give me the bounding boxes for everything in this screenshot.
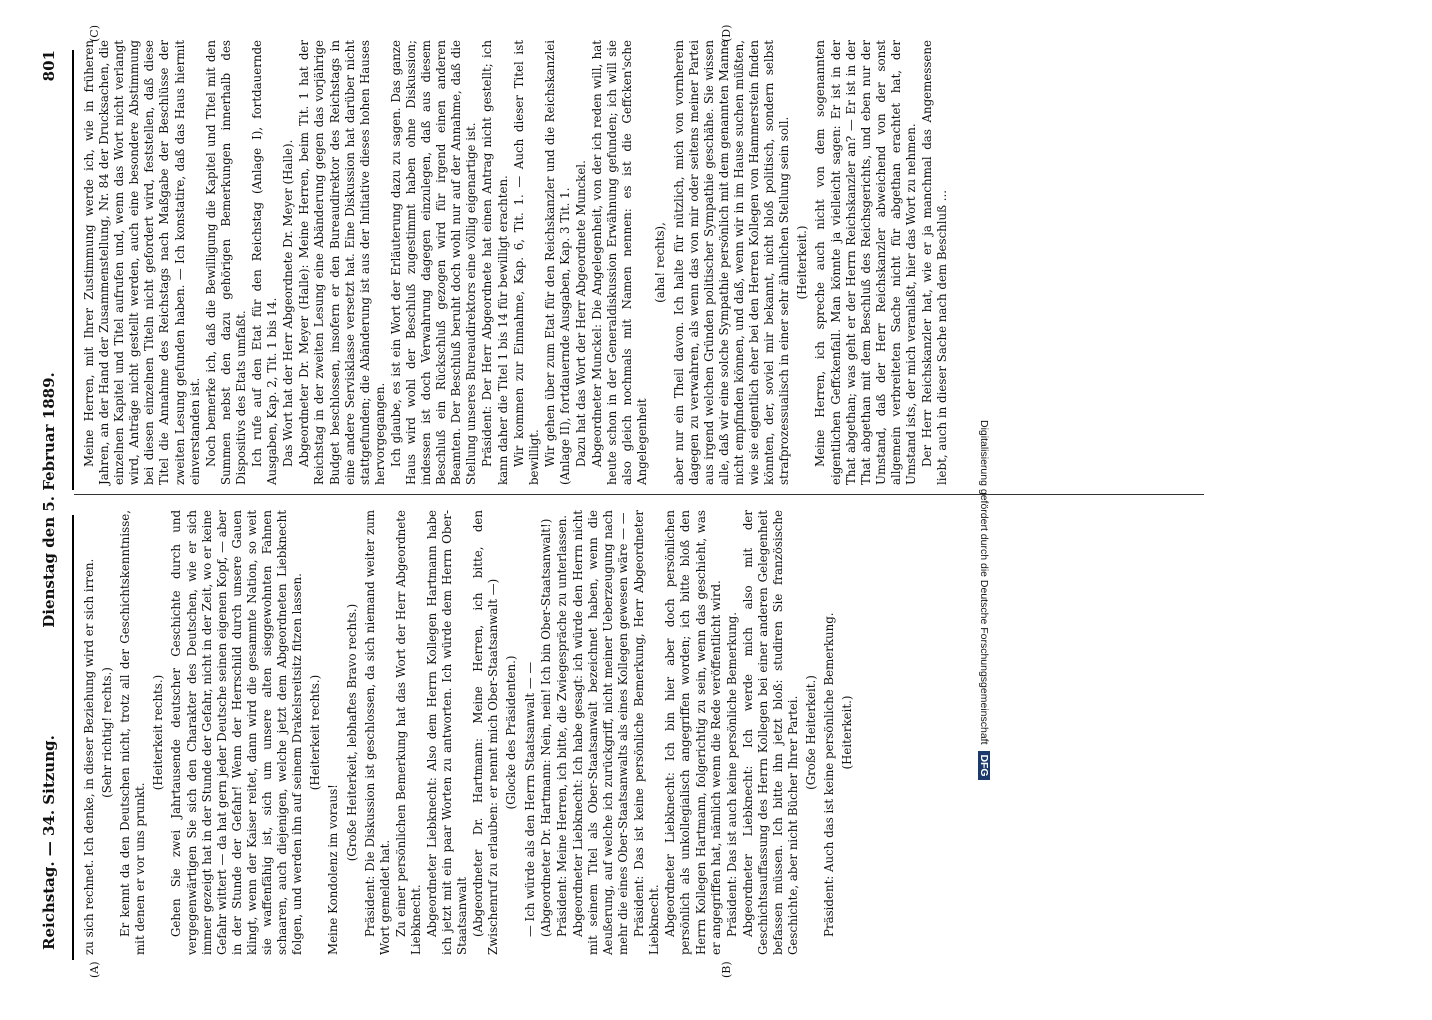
- margin-letter-c: (C): [88, 25, 101, 42]
- header-rule-left: [72, 515, 74, 960]
- paragraph: Noch bemerke ich, daß die Bewilligung die Kapitel und Titel mit den Summen nebst den dazu gehörigen Bemerkungen innerhalb des Dispositivs des Etats umfaßt.: [203, 40, 248, 485]
- page-number: 801: [40, 50, 58, 82]
- paragraph: — Ich würde als den Herrn Staatsanwalt — —: [522, 661, 537, 937]
- paragraph: (Heiterkeit.): [840, 695, 855, 770]
- paragraph: (aha! rechts),: [653, 222, 668, 303]
- paragraph: Das Wort hat der Herr Abgeordnete Dr. Meyer (Halle).: [281, 139, 296, 467]
- paragraph: Wir gehen über zum Etat für den Reichskanzler und die Reichskanzlei (Anlage II), fortdauernde Ausgaben, Kap. 3 Tit. 1.: [542, 40, 572, 485]
- column-divider: [74, 494, 1204, 495]
- paragraph: Präsident: Der Herr Abgeordnete hat einen Antrag nicht gestellt; ich kann daher die Titel 1 bis 14 für bewilligt erachten.: [480, 40, 510, 485]
- digitization-credit: [978, 420, 990, 1020]
- paragraph: Abgeordneter Munckel: Die Angelegenheit, von der ich reden will, hat heute schon in der Generaldiskussion Erwähnung gefunden; ich will sie also gleich nochmals mit Namen nennen: es ist die Geffcken'sche Angelegenheit: [590, 40, 650, 485]
- paragraph: (Abgeordneter Dr. Hartmann: Meine Herren, ich bitte, den Zwischenruf zu erlauben: er nennt mich Ober-Staatsanwalt —): [471, 510, 501, 955]
- paragraph: Abgeordneter Liebknecht: Ich bin hier aber doch persönlichen persönlich als unkollegialisch angegriffen worden; ich bitte bloß den Herrn Kollegen Hartmann, folgerichtig zu sein, wenn das geschieht, was er angegriffen hat, nämlich wenn die Rede veröffentlicht wird.: [663, 510, 723, 955]
- paragraph: Abgeordneter Liebknecht: Ich werde mich also mit der Geschichtsauffassung des Herrn Kollegen bei einer anderen Gelegenheit befassen müssen. Ich bitte ihn jetzt bloß: studiren Sie französische Geschichte, aber nicht Bücher Ihrer Partei.: [740, 510, 801, 955]
- paragraph: Präsident: Die Diskussion ist geschlossen, da sich niemand weiter zum Wort gemeldet hat.: [362, 510, 392, 955]
- header-center: Dienstag den 5. Februar 1889.: [40, 372, 58, 628]
- right-text-column: [82, 40, 951, 485]
- paragraph: Präsident: Das ist keine persönliche Bemerkung, Herr Abgeordneter Liebknecht.: [632, 510, 662, 955]
- paragraph: Dazu hat das Wort der Herr Abgeordnete Munckel.: [574, 160, 588, 467]
- paragraph: Der Herr Reichskanzler hat, wie er ja manchmal das Angemessene liebt, auch in dieser Sache nach dem Beschluß ...: [920, 40, 950, 485]
- left-text-column: [82, 510, 859, 955]
- paragraph: (Sehr richtig! rechts.): [100, 667, 115, 798]
- credit-text: Digitalisierung gefördert durch die Deutsche Forschungsgemeinschaft: [978, 420, 990, 745]
- paragraph: aber nur ein Theil davon. Ich halte für nützlich, mich von vornherein dagegen zu verwahren, als wenn das von mir oder seitens meiner Partei aus irgend welchen Gründen politischer Sympathie geschähe. Sie wissen alle, daß wir eine solche Sympathie persönlich mit dem genannten Manne nicht empfinden können, und daß, wenn wir in im Hause suchen müßten, wie sie eigentlich eher bei den Herren Kollegen von Hammerstein finden könnten, der, soviel mir bekannt, nicht bloß politisch, sondern selbst strafprozessualisch in einer sehr ähnlichen Stellung sein soll.: [671, 40, 792, 485]
- paragraph: Präsident: Auch das ist keine persönliche Bemerkung.: [822, 612, 837, 937]
- margin-letter-b: (B): [720, 961, 733, 978]
- paragraph: (Abgeordneter Dr. Hartmann: Nein, nein! Ich bin Ober-Staatsanwalt!): [538, 518, 553, 937]
- paragraph: (Heiterkeit.): [795, 225, 810, 300]
- paragraph: zu sich rechnet. Ich denke, in dieser Beziehung wird er sich irren.: [82, 558, 96, 955]
- paragraph: Zu einer persönlichen Bemerkung hat das Wort der Herr Abgeordnete Liebknecht.: [393, 510, 423, 955]
- header-rule-right: [72, 50, 74, 490]
- margin-letter-d: (D): [720, 24, 733, 42]
- paragraph: Präsident: Das ist auch keine persönliche Bemerkung.: [724, 612, 739, 937]
- paragraph: Präsident: Meine Herren, ich bitte, die Zwiegespräche zu unterlassen.: [554, 514, 569, 937]
- paragraph: Wir kommen zur Einnahme, Kap. 6, Tit. 1. — Auch dieser Titel ist bewilligt.: [511, 40, 541, 485]
- page-header: [40, 50, 70, 950]
- dfg-badge: DFG: [978, 751, 990, 779]
- header-left: Reichstag. — 34. Sitzung.: [40, 735, 58, 950]
- paragraph: Ich glaube, es ist ein Wort der Erläuterung dazu zu sagen. Das ganze Haus wird wohl der Beschluß zugestimmt haben ohne Diskussion; indessen ist doch Verwahrung dagegen einzulegen, daß aus diesem Beschluß ein Rückschluß gezogen wird für irgend einen anderen Beamten. Der Beschluß beruht doch wohl nur auf der Annahme, daß die Stellung unseres Bureaudirektors eine völlig eigenartige ist.: [388, 40, 479, 485]
- paragraph: Meine Kondolenz im voraus!: [326, 784, 341, 955]
- paragraph: (Große Heiterkeit, lebhaftes Bravo rechts.): [344, 603, 359, 862]
- paragraph: Meine Herren, mit Ihrer Zustimmung werde ich, wie in früheren Jahren, an der Hand der Zusammenstellung, Nr. 84 der Drucksachen, die einzelnen Kapitel und Titel aufrufen und, wenn das Wort nicht verlangt wird, Anträge nicht gestellt werden, auch eine besondere Abstimmung bei diesen einzelnen Titeln nicht gefordert wird, feststellen, daß diese Titel die Annahme des Reichstags nach Maßgabe der Beschlüsse der zweiten Lesung gefunden haben. — Ich konstatire, daß das Haus hiermit einverstanden ist.: [82, 40, 202, 485]
- paragraph: (Große Heiterkeit.): [804, 675, 819, 790]
- paragraph: Gehen Sie zwei Jahrtausende deutscher Geschichte durch und vergegenwärtigen Sie sich den Charakter des Deutschen, wie er sich immer gezeigt hat in der Stunde der Gefahr, nicht in der Zeit, wo er keine Gefahr wittert — da hat gern jeder Deutsche seinen eigenen Kopf, — aber in der Stunde der Gefahr! Wenn der Herrschild durch unsere Gauen klingt, wenn der Kaiser reitet, dann wird die gesammte Nation, so weit sie waffenfähig ist, sich um unsere alten sieggewohnten Fahnen schaaren, auch diejenigen, welche jetzt dem Abgeordneten Liebknecht folgen, und werden ihn auf seinem Drakelsreitsitz fitzen lassen.: [169, 510, 305, 955]
- paragraph: Abgeordneter Dr. Meyer (Halle): Meine Herren, beim Tit. 1 hat der Reichstag in der zweiten Lesung eine Abänderung gegen das vorjährige Budget beschlossen, insofern er den Bureaudirektor des Reichstags in eine andere Servisklasse versetzt hat. Eine Diskussion hat darüber nicht stattgefunden; die Abänderung ist aus der Initiative dieses hohen Hauses hervorgegangen.: [297, 40, 387, 485]
- margin-letter-a: (A): [88, 961, 101, 978]
- paragraph: (Heiterkeit rechts.): [151, 674, 166, 791]
- paragraph: Abgeordneter Liebknecht: Ich habe gesagt: ich würde den Herrn nicht mit seinem Titel als Ober-Staatsanwalt bezeichnet haben, wenn die Aeußerung, auf welche ich zurückgriff, nicht meiner Ueberzeugung nach mehr die eines Ober-Staatsanwalts als eines Kollegen gewesen wäre — —: [570, 510, 631, 955]
- paragraph: Meine Herren, ich spreche auch nicht von dem sogenannten eigentlichen Geffckenfall. Man könnte ja vielleicht sagen: Er ist in der That abgethan; was geht er der Herrn Reichskanzler an? — Er ist in der That abgethan mit dem Beschluß des Reichsgerichts, und eben nur der Umstand, daß der Herr Reichskanzler abweichend von der sonst allgemein verbreiteten Sache nicht für abgethan erachtet hat, der Umstand ists, der mich veranlaßt, hier das Wort zu nehmen.: [813, 40, 918, 485]
- paragraph: (Heiterkeit rechts.): [308, 674, 323, 791]
- paragraph: (Glocke des Präsidenten.): [504, 655, 519, 810]
- paragraph: Abgeordneter Liebknecht: Also dem Herrn Kollegen Hartmann habe ich jetzt mit ein paar Worten zu antworten. Ich würde dem Herrn Ober-Staatsanwalt: [424, 510, 470, 955]
- paragraph: Er kennt da den Deutschen nicht, trotz all der Geschichtskenntnisse, mit denen er vor uns prunkt.: [118, 510, 148, 955]
- paragraph: Ich rufe auf den Etat für den Reichstag (Anlage I), fortdauernde Ausgaben, Kap. 2, Tit. 1 bis 14.: [250, 40, 280, 485]
